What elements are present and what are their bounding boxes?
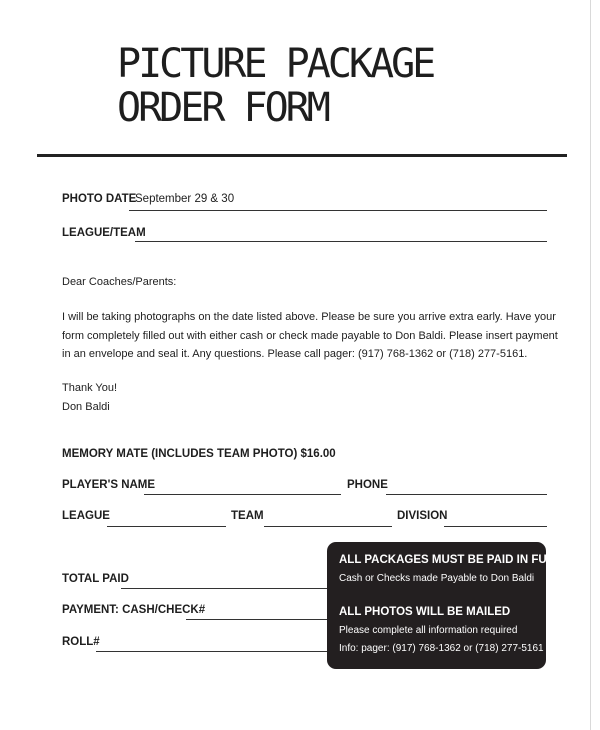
form-title <box>117 42 433 130</box>
notice-heading-paid: ALL PACKAGES MUST BE PAID IN FULL <box>339 554 561 566</box>
roll-label: ROLL# <box>62 636 100 648</box>
letter-thanks: Thank You! <box>62 382 118 394</box>
letter-paragraph-line-3: in an envelope and seal it. Any questions. Please call pager: (917) 768-1362 or (718) 277-5161. <box>62 348 528 360</box>
photo-date-value[interactable]: September 29 & 30 <box>135 193 235 205</box>
title-line-1: PICTURE PACKAGE <box>117 41 434 87</box>
notice-box <box>327 542 561 669</box>
phone-line[interactable] <box>386 494 547 495</box>
team-line[interactable] <box>264 526 392 527</box>
league-label: LEAGUE <box>62 510 110 522</box>
notice-text-pager: Info: pager: (917) 768-1362 or (718) 277-5161 <box>339 643 544 654</box>
roll-line[interactable] <box>96 651 327 652</box>
letter-paragraph-line-2: form completely filled out with either cash or check made payable to Don Baldi. Please insert payment <box>62 329 558 342</box>
package-heading: MEMORY MATE (INCLUDES TEAM PHOTO) $16.00 <box>62 448 336 460</box>
title-divider <box>37 154 567 157</box>
division-line[interactable] <box>444 526 547 527</box>
letter-signature: Don Baldi <box>62 400 110 413</box>
division-label: DIVISION <box>397 510 448 522</box>
league-line[interactable] <box>107 526 226 527</box>
total-paid-label: TOTAL PAID <box>62 573 129 585</box>
letter-paragraph-line-1: I will be taking photographs on the date listed above. Please be sure you arrive extra early. Have your <box>62 311 556 323</box>
photo-date-line[interactable] <box>129 210 547 211</box>
players-name-label: PLAYER'S NAME <box>62 479 156 491</box>
letter-greeting: Dear Coaches/Parents: <box>62 276 177 288</box>
notice-heading-mailed: ALL PHOTOS WILL BE MAILED <box>339 606 511 618</box>
players-name-line[interactable] <box>144 494 341 495</box>
phone-label: PHONE <box>347 479 388 491</box>
payment-label: PAYMENT: CASH/CHECK# <box>62 604 206 616</box>
title-line-2: ORDER FORM <box>117 85 328 131</box>
total-paid-line[interactable] <box>121 588 327 589</box>
league-team-label: LEAGUE/TEAM <box>62 227 146 239</box>
photo-date-label: PHOTO DATE <box>62 193 137 205</box>
league-team-line[interactable] <box>135 241 547 242</box>
notice-text-payable: Cash or Checks made Payable to Don Baldi <box>339 573 535 584</box>
payment-line[interactable] <box>186 619 327 620</box>
team-label: TEAM <box>231 510 264 522</box>
notice-text-complete: Please complete all information required <box>339 625 518 636</box>
